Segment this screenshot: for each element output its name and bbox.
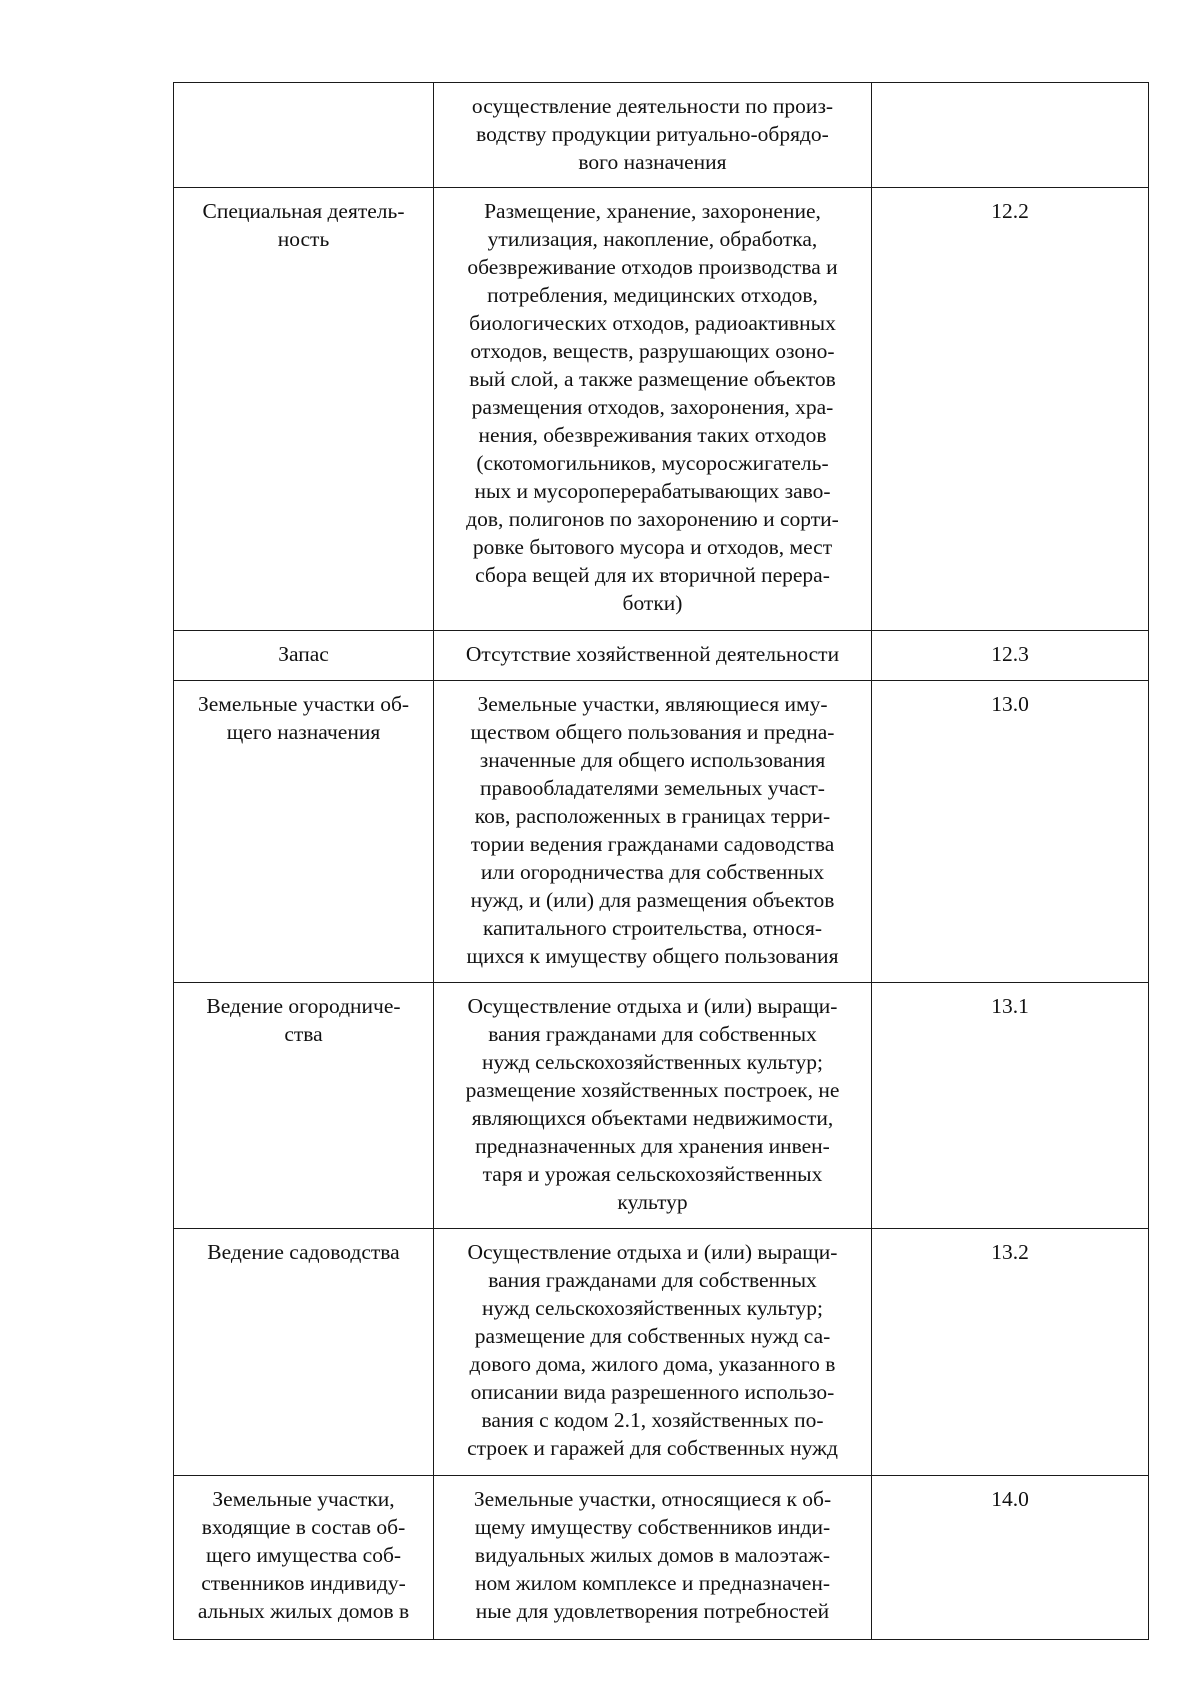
use-name-cell — [174, 83, 434, 188]
use-code-cell: 12.2 — [872, 188, 1149, 631]
table-row — [174, 631, 1149, 681]
use-description-cell: Осуществление отдыха и (или) выращи- вания гражданами для собственных нужд сельскохозяйственных культур; размещение хозяйственных построек, не являющихся объектами недвижимости, предназначенных для хранения инвен- таря и урожая сельскохозяйственных культур — [434, 983, 872, 1229]
table-row — [174, 983, 1149, 1229]
use-code-cell: 13.1 — [872, 983, 1149, 1229]
use-name-cell: Специальная деятель- ность — [174, 188, 434, 631]
use-code-cell: 14.0 — [872, 1476, 1149, 1640]
use-name-cell: Земельные участки об- щего назначения — [174, 681, 434, 983]
use-description-cell: Размещение, хранение, захоронение, утилизация, накопление, обработка, обезвреживание отходов производства и потребления, медицинских отходов, биологических отходов, радиоактивных отходов, веществ, разрушающих озоно- вый слой, а также размещение объектов размещения отходов, захоронения, хра- нения, обезвреживания таких отходов (скотомогильников, мусоросжигатель- ных и мусороперерабатывающих заво- дов, полигонов по захоронению и сорти- ровке бытового мусора и отходов, мест сбора вещей для их вторичной перера- ботки) — [434, 188, 872, 631]
table-row — [174, 83, 1149, 188]
table-row — [174, 1229, 1149, 1476]
use-description-cell: Отсутствие хозяйственной деятельности — [434, 631, 872, 681]
use-name-cell: Ведение огородниче- ства — [174, 983, 434, 1229]
use-code-cell — [872, 83, 1149, 188]
table-row — [174, 1476, 1149, 1640]
use-name-cell: Запас — [174, 631, 434, 681]
use-description-cell: осуществление деятельности по произ- водству продукции ритуально-обрядо- вого назначения — [434, 83, 872, 188]
use-code-cell: 13.2 — [872, 1229, 1149, 1476]
use-description-cell: Осуществление отдыха и (или) выращи- вания гражданами для собственных нужд сельскохозяйственных культур; размещение для собственных нужд са- дового дома, жилого дома, указанного в описании вида разрешенного использо- вания с кодом 2.1, хозяйственных по- строек и гаражей для собственных нужд — [434, 1229, 872, 1476]
use-code-cell: 13.0 — [872, 681, 1149, 983]
use-code-cell: 12.3 — [872, 631, 1149, 681]
use-description-cell: Земельные участки, относящиеся к об- щему имуществу собственников инди- видуальных жилых домов в малоэтаж- ном жилом комплексе и предназначен- ные для удовлетворения потребностей — [434, 1476, 872, 1640]
table-row — [174, 188, 1149, 631]
use-description-cell: Земельные участки, являющиеся иму- ществом общего пользования и предна- значенные для общего использования правообладателями земельных участ- ков, расположенных в границах терри- тории ведения гражданами садоводства или огородничества для собственных нужд, и (или) для размещения объектов капитального строительства, относя- щихся к имуществу общего пользования — [434, 681, 872, 983]
use-name-cell: Ведение садоводства — [174, 1229, 434, 1476]
table-row — [174, 681, 1149, 983]
use-name-cell: Земельные участки, входящие в состав об- щего имущества соб- ственников индивиду- альных жилых домов в — [174, 1476, 434, 1640]
land-use-table — [173, 82, 1149, 1640]
